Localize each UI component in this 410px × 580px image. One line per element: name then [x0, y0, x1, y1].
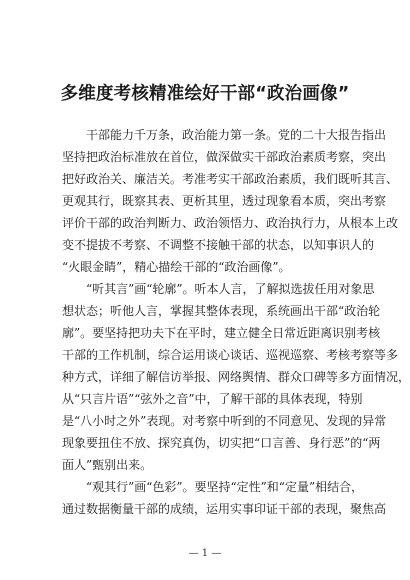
text-line: 坚持把政治标准放在首位，做深做实干部政治素质考察，突出	[62, 150, 387, 164]
text-line: “火眼金睛”，精心描绘干部的“政治画像”。	[62, 260, 291, 274]
paragraph-1	[62, 124, 399, 278]
text-line: 干部能力千万条，政治能力第一条。党的二十大报告指出	[86, 128, 387, 142]
text-line: “观其行”画“色彩”。要坚持“定性”和“定量”相结合，	[86, 480, 364, 494]
paragraph-2	[62, 278, 410, 476]
text-line: 通过数据衡量干部的成绩，运用实事印证干部的表现，聚焦高	[62, 502, 387, 516]
page-number: — 1 —	[188, 548, 222, 559]
text-line: “听其言”画“轮廓”。听本人言，了解拟选拔任用对象思	[86, 282, 375, 296]
document-body	[62, 124, 410, 520]
text-line: 种方式，详细了解信访举报、网络舆情、群众口碑等多方面情况，	[62, 370, 410, 384]
text-line: 现象要扭住不放、探究真伪，切实把“口言善、身行恶”的“两	[62, 436, 381, 450]
text-line: 从“只言片语”“弦外之音”中，了解干部的具体表现，特别	[62, 392, 363, 406]
text-line: 更观其行，既察其表、更析其里，透过现象看本质，突出考察	[62, 194, 387, 208]
text-line: 变不提拔不考察、不调整不接触干部的状态，以知事识人的	[62, 238, 375, 252]
text-line: 把好政治关、廉洁关。考准考实干部政治素质，我们既听其言、	[62, 172, 399, 186]
text-line: 是“八小时之外”表现。对考察中听到的不同意见、发现的异常	[62, 414, 387, 428]
paragraph-3	[62, 476, 387, 520]
text-line: 想状态；听他人言，掌握其整体表现，系统画出干部“政治轮	[62, 304, 381, 318]
text-line: 面人”甄别出来。	[62, 458, 153, 472]
text-line: 干部的工作机制，综合运用谈心谈话、巡视巡察、考核考察等多	[62, 348, 399, 362]
text-line: 评价干部的政治判断力、政治领悟力、政治执行力，从根本上改	[62, 216, 399, 230]
text-line: 廓”。要坚持把功夫下在平时，建立健全日常近距离识别考核	[62, 326, 381, 340]
document-title: 多维度考核精准绘好干部“政治画像”	[60, 84, 350, 104]
